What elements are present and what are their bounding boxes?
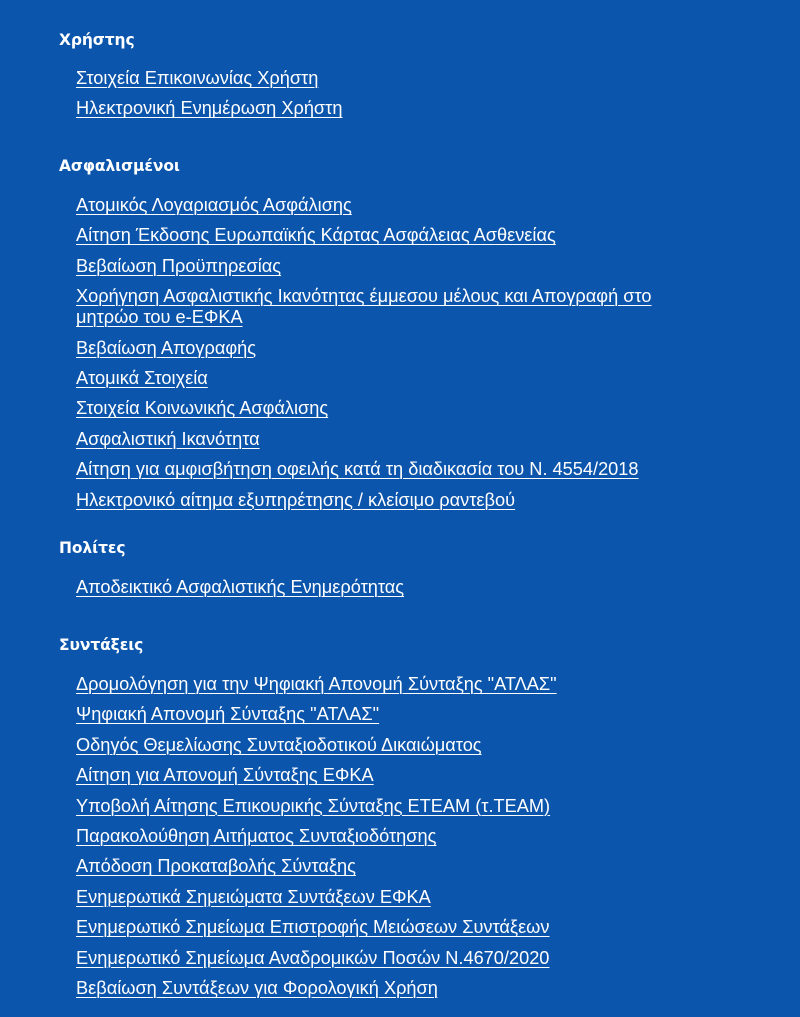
- link-individual-insurance-account[interactable]: Ατομικός Λογαριασμός Ασφάλισης: [76, 195, 352, 215]
- section-title-user: Χρήστης: [59, 31, 135, 49]
- insured-links: [76, 195, 726, 520]
- link-efka-pension-statements[interactable]: Ενημερωτικά Σημειώματα Συντάξεων ΕΦΚΑ: [76, 886, 431, 907]
- link-insurance-capacity[interactable]: Ασφαλιστική Ικανότητα: [76, 428, 260, 449]
- link-atlas-routing[interactable]: Δρομολόγηση για την Ψηφιακή Απονομή Σύνταξης "ΑΤΛΑΣ": [76, 674, 557, 694]
- link-retroactive-amounts-statement[interactable]: Ενημερωτικό Σημείωμα Αναδρομικών Ποσών Ν.4670/2020: [76, 947, 550, 968]
- link-registration-certificate[interactable]: Βεβαίωση Απογραφής: [76, 337, 257, 358]
- link-pension-advance-payment[interactable]: Απόδοση Προκαταβολής Σύνταξης: [76, 856, 356, 877]
- link-user-contact-details[interactable]: Στοιχεία Επικοινωνίας Χρήστη: [76, 68, 319, 88]
- list-item: [76, 674, 726, 695]
- list-item: [76, 490, 726, 511]
- list-item: [76, 286, 716, 328]
- list-item: [76, 735, 726, 756]
- list-item: [76, 796, 726, 817]
- link-european-health-card-application[interactable]: Αίτηση Έκδοσης Ευρωπαϊκής Κάρτας Ασφάλειας Ασθενείας: [76, 225, 556, 246]
- list-item: [76, 917, 726, 938]
- link-eteam-auxiliary-pension[interactable]: Υποβολή Αίτησης Επικουρικής Σύνταξης ΕΤΕΑΜ (τ.ΤΕΑΜ): [76, 795, 551, 816]
- list-item: [76, 68, 726, 89]
- link-pension-tax-certificate[interactable]: Βεβαίωση Συντάξεων για Φορολογική Χρήση: [76, 977, 438, 998]
- link-service-request-appointment[interactable]: Ηλεκτρονικό αίτημα εξυπηρέτησης / κλείσιμο ραντεβού: [76, 489, 516, 510]
- list-item: [76, 368, 726, 389]
- link-prior-service-certificate[interactable]: Βεβαίωση Προϋπηρεσίας: [76, 255, 282, 276]
- link-efka-pension-application[interactable]: Αίτηση για Απονομή Σύνταξης ΕΦΚΑ: [76, 765, 374, 786]
- link-pension-reduction-refund-statement[interactable]: Ενημερωτικό Σημείωμα Επιστροφής Μειώσεων Συντάξεων: [76, 917, 550, 938]
- list-item: [76, 978, 726, 999]
- list-item: [76, 398, 726, 419]
- list-item: [76, 704, 726, 725]
- link-user-electronic-notification[interactable]: Ηλεκτρονική Ενημέρωση Χρήστη: [76, 98, 343, 119]
- list-item: [76, 826, 726, 847]
- section-title-pensions: Συντάξεις: [59, 636, 144, 654]
- citizens-links: [76, 577, 726, 607]
- section-title-insured: Ασφαλισμένοι: [59, 157, 180, 175]
- list-item: [76, 256, 726, 277]
- list-item: [76, 338, 726, 359]
- list-item: [76, 195, 726, 216]
- link-personal-details[interactable]: Ατομικά Στοιχεία: [76, 367, 208, 388]
- list-item: [76, 98, 726, 119]
- list-item: [76, 577, 726, 598]
- list-item: [76, 948, 726, 969]
- pensions-links: [76, 674, 726, 1008]
- list-item: [76, 429, 726, 450]
- link-insurance-clearance-certificate[interactable]: Αποδεικτικό Ασφαλιστικής Ενημερότητας: [76, 577, 405, 597]
- link-indirect-member-insurance-capacity[interactable]: Χορήγηση Ασφαλιστικής Ικανότητας έμμεσου μέλους και Απογραφή στο μητρώο του e-ΕΦΚΑ: [76, 286, 652, 328]
- link-pension-entitlement-guide[interactable]: Οδηγός Θεμελίωσης Συνταξιοδοτικού Δικαιώματος: [76, 734, 482, 755]
- user-links: [76, 68, 726, 129]
- list-item: [76, 225, 726, 246]
- list-item: [76, 765, 726, 786]
- link-debt-dispute-application[interactable]: Αίτηση για αμφισβήτηση οφειλής κατά τη διαδικασία του Ν. 4554/2018: [76, 459, 639, 480]
- link-pension-request-tracking[interactable]: Παρακολούθηση Αιτήματος Συνταξιοδότησης: [76, 825, 437, 846]
- link-atlas-digital-pension[interactable]: Ψηφιακή Απονομή Σύνταξης "ΑΤΛΑΣ": [76, 704, 380, 725]
- list-item: [76, 856, 726, 877]
- list-item: [76, 887, 726, 908]
- link-social-insurance-details[interactable]: Στοιχεία Κοινωνικής Ασφάλισης: [76, 398, 329, 419]
- list-item: [76, 459, 726, 480]
- section-title-citizens: Πολίτες: [59, 539, 126, 557]
